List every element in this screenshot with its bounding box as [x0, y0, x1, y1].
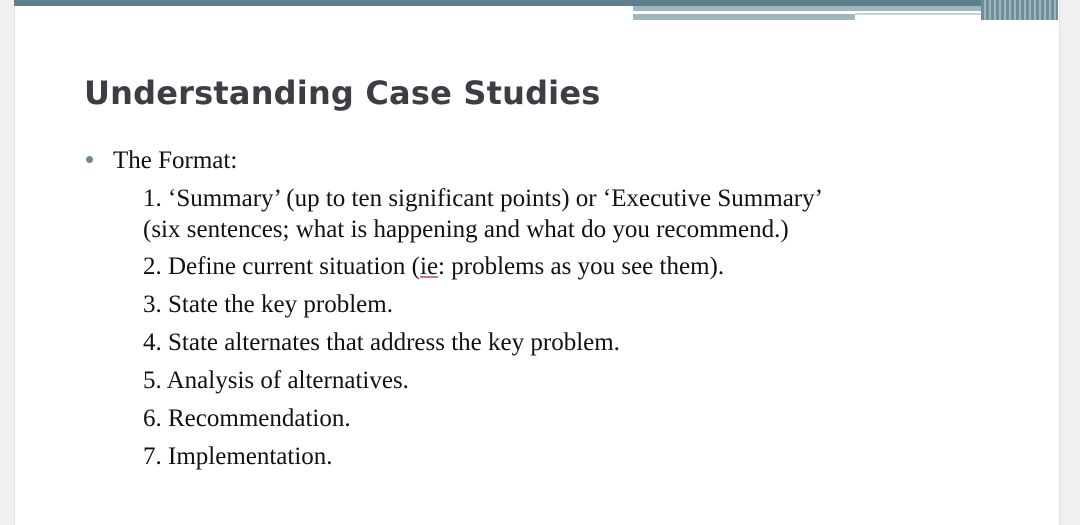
accent-bar-lower	[633, 14, 855, 20]
list-item-1	[143, 183, 823, 245]
list-item-4: 4. State alternates that address the key problem.	[143, 329, 620, 356]
accent-bar-thin	[855, 13, 981, 15]
list-item-1-line-2: (six sentences; what is happening and what do you recommend.)	[143, 216, 789, 243]
spellcheck-underlined-word: ie	[420, 253, 439, 280]
accent-bar	[633, 6, 981, 11]
bullet-label: The Format:	[113, 147, 238, 174]
bullet-dot-icon	[86, 156, 93, 163]
list-item-1-line-1: 1. ‘Summary’ (up to ten significant points) or ‘Executive Summary’	[143, 185, 823, 212]
slide-title: Understanding Case Studies	[84, 74, 601, 112]
list-item-2	[143, 251, 823, 282]
list-item-6: 6. Recommendation.	[143, 405, 351, 432]
list-item-3: 3. State the key problem.	[143, 291, 393, 318]
list-item-2-before: 2. Define current situation (	[143, 253, 420, 280]
format-list	[143, 183, 823, 479]
bullet-format	[86, 147, 237, 175]
striped-bar-end	[981, 0, 1058, 20]
list-item-7: 7. Implementation.	[143, 443, 333, 470]
list-item-2-after: : problems as you see them).	[438, 253, 725, 280]
list-item-5: 5. Analysis of alternatives.	[143, 367, 409, 394]
